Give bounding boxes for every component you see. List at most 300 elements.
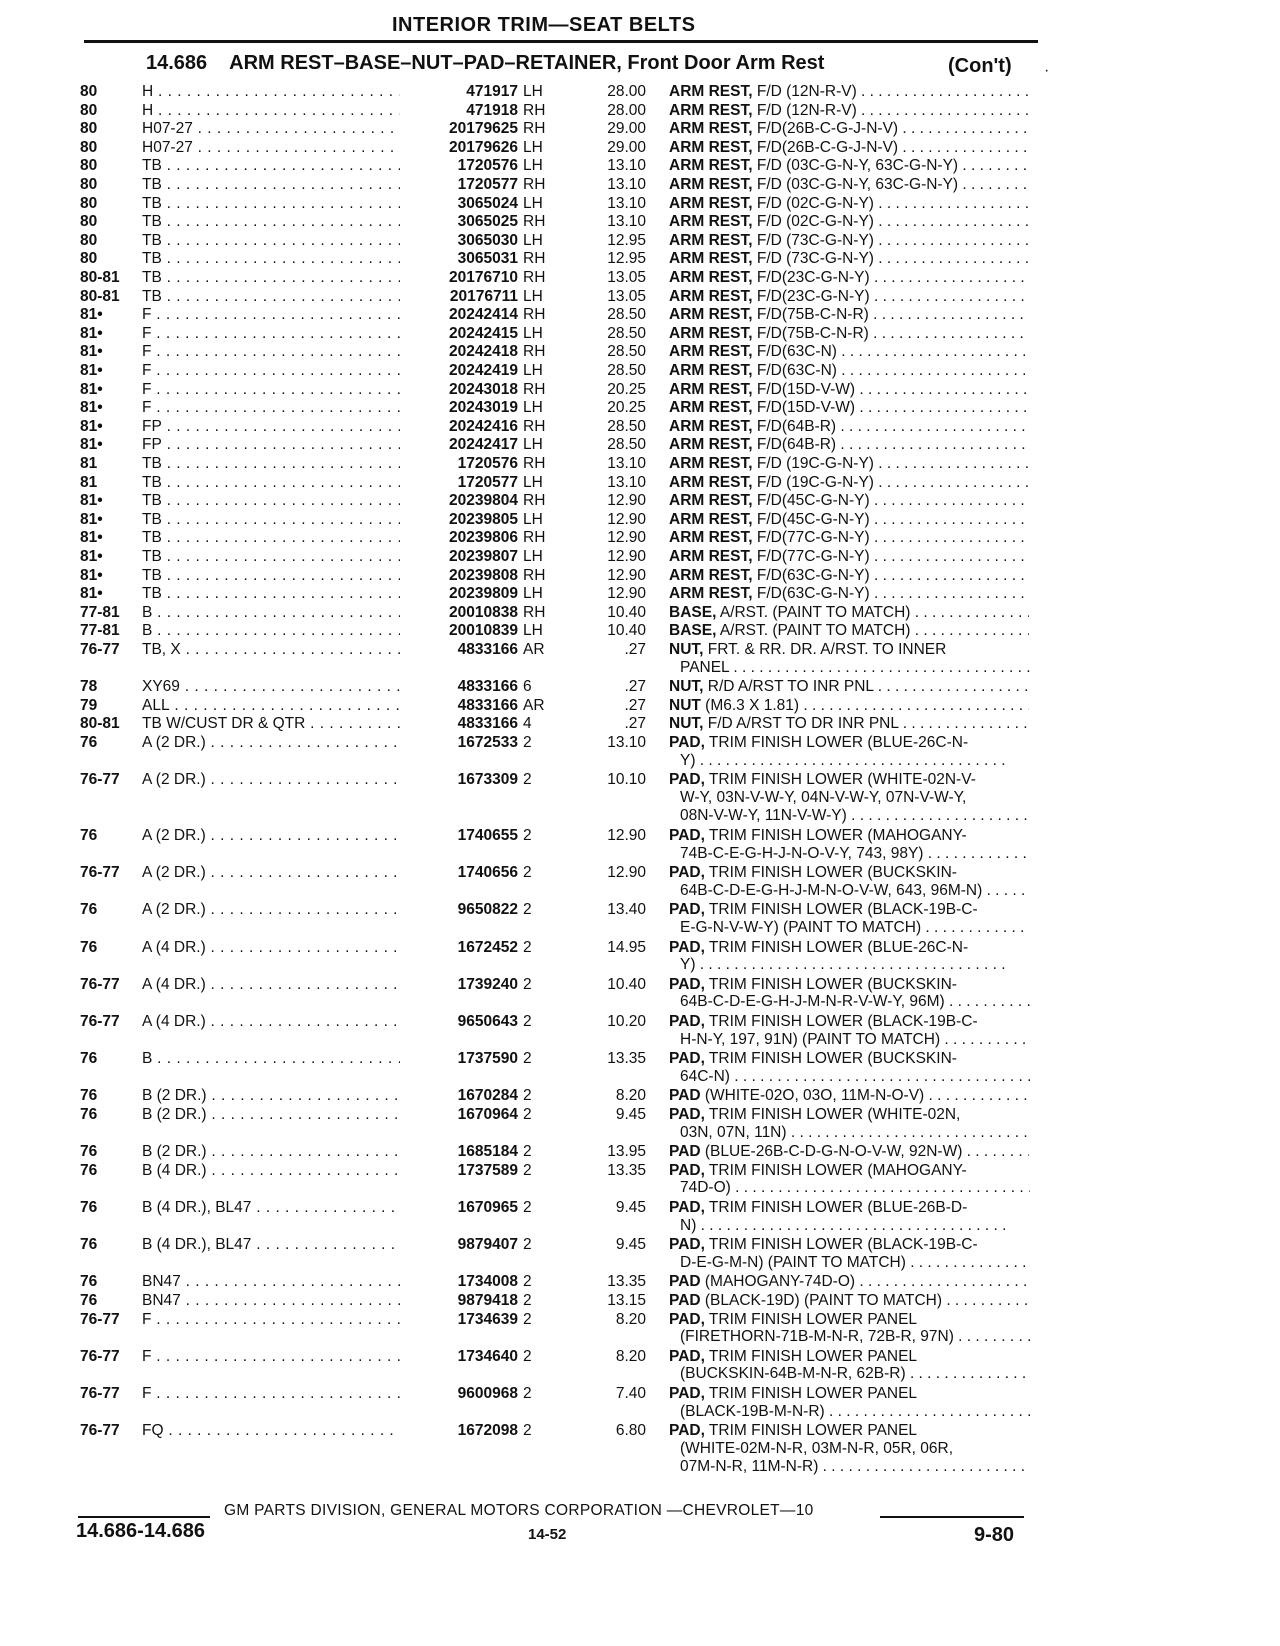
price: 13.35 (607, 1050, 646, 1068)
model-year: 77-81 (80, 603, 120, 621)
model-year: 81• (80, 306, 103, 324)
part-number: 20239809 (400, 584, 518, 603)
leader-dots (731, 1179, 1030, 1196)
description (669, 435, 1029, 454)
part-number: 20239807 (400, 547, 518, 566)
model-year: 81• (80, 529, 103, 547)
part-name: PAD, (669, 864, 705, 882)
model-code: TB, X . . . (142, 640, 412, 659)
description-continuation (680, 788, 1030, 807)
part-number: 1740656 (400, 863, 518, 882)
part-number: 20179626 (400, 138, 518, 157)
description-detail: TRIM FINISH LOWER (WHITE-02N, (708, 1106, 961, 1123)
part-name: ARM REST, (669, 399, 753, 417)
part-name: ARM REST, (669, 566, 753, 584)
model-code: B (4 DR.), BL47 . . . (142, 1198, 412, 1217)
quantity: AR (523, 696, 545, 714)
part-name: PAD (669, 1143, 701, 1161)
price: 28.50 (607, 436, 646, 454)
part-number: 3065024 (400, 194, 518, 213)
description-detail: F/D(63C-N) (756, 343, 837, 361)
model-code: F . . . (142, 380, 412, 399)
price: 7.40 (615, 1385, 646, 1402)
description-continuation (680, 992, 1030, 1011)
leader-dots (787, 1124, 1030, 1141)
model-code: B (2 DR.) . . . (142, 1086, 412, 1105)
quantity: 2 (523, 1347, 532, 1365)
quantity: 2 (523, 1013, 532, 1030)
model-code: B (2 DR.) . . . (142, 1105, 412, 1124)
part-number: 20243019 (400, 398, 518, 417)
description (669, 82, 1029, 101)
quantity: LH (523, 287, 543, 305)
model-code: TB . . . (142, 510, 412, 529)
part-number: 471918 (400, 101, 518, 120)
description (669, 863, 1029, 882)
list-item (0, 1142, 1280, 1162)
price: .27 (624, 678, 646, 696)
model-year: 80-81 (80, 715, 120, 733)
part-number: 1672452 (400, 938, 518, 957)
quantity: LH (523, 83, 543, 100)
part-name: ARM REST, (669, 194, 753, 212)
part-number: 1737590 (400, 1049, 518, 1068)
price: 10.40 (607, 603, 646, 621)
model-code: TB W/CUST DR & QTR . . . (142, 714, 412, 733)
part-number: 1720576 (400, 156, 518, 175)
price: 8.20 (615, 1347, 646, 1365)
part-name: ARM REST, (669, 362, 753, 379)
leader-dots (954, 1328, 1030, 1345)
description-detail: FRT. & RR. DR. A/RST. TO INNER (707, 641, 947, 658)
model-year: 80 (80, 101, 98, 119)
model-code: TB . . . (142, 473, 412, 492)
price: 29.00 (607, 138, 646, 156)
continuation-text: 74D-O) (680, 1179, 731, 1197)
part-name: PAD, (669, 901, 705, 919)
list-item (0, 380, 1280, 400)
part-number: 9879418 (400, 1291, 518, 1310)
continuation-text: Y) (680, 956, 696, 974)
model-year: 76 (80, 938, 98, 956)
part-number: 3065031 (400, 249, 518, 268)
price: 28.00 (607, 83, 646, 100)
model-year: 80 (80, 157, 98, 175)
description (669, 194, 1029, 213)
model-code: TB . . . (142, 287, 412, 306)
description-detail: TRIM FINISH LOWER PANEL (708, 1347, 918, 1365)
model-code: H . . . (142, 101, 412, 120)
list-item (0, 454, 1280, 474)
part-number: 1720577 (400, 473, 518, 492)
list-item (0, 1310, 1280, 1330)
model-year: 76 (80, 1087, 98, 1105)
part-name: ARM REST, (669, 343, 753, 361)
list-item (0, 826, 1280, 846)
continuation-text: N) (680, 1216, 697, 1234)
model-year: 80 (80, 194, 98, 212)
price: 13.05 (607, 287, 646, 305)
leader-dots (910, 622, 1029, 639)
list-item (0, 361, 1280, 381)
quantity: 2 (523, 1050, 532, 1068)
description-detail: TRIM FINISH LOWER (BLACK-19B-C- (708, 1236, 978, 1254)
part-name: PAD, (669, 1106, 705, 1123)
price: 10.40 (607, 975, 646, 993)
description-continuation (680, 1439, 1030, 1458)
description (669, 1384, 1029, 1403)
continuation-text: H-N-Y, 197, 91N) (PAINT TO MATCH) (680, 1030, 941, 1048)
leader-dots (873, 678, 1029, 695)
part-number: 9650822 (400, 900, 518, 919)
list-item (0, 733, 1280, 753)
part-number: 4833166 (400, 640, 518, 659)
description-detail: F/D (19C-G-N-Y) (756, 455, 874, 472)
part-number: 20242414 (400, 305, 518, 324)
list-item (0, 473, 1280, 493)
part-name: ARM REST, (669, 213, 753, 231)
leader-dots (874, 213, 1029, 230)
description (669, 584, 1029, 603)
part-name: PAD, (669, 1310, 705, 1328)
leader-dots (910, 604, 1029, 621)
price: 9.45 (615, 1199, 646, 1216)
description-continuation (680, 1123, 1030, 1142)
model-year: 81• (80, 324, 103, 342)
quantity: LH (523, 436, 543, 454)
model-year: 76 (80, 901, 98, 919)
continuation-text: D-E-G-M-N) (PAINT TO MATCH) (680, 1253, 906, 1271)
list-item (0, 547, 1280, 567)
continuation-text: 74B-C-E-G-H-J-N-O-V-Y, 743, 98Y) (680, 844, 924, 862)
list-item (0, 510, 1280, 530)
description-detail: TRIM FINISH LOWER PANEL (708, 1385, 918, 1402)
description (669, 770, 1029, 789)
part-number: 20239806 (400, 528, 518, 547)
description-detail: F/D (03C-G-N-Y, 63C-G-N-Y) (756, 176, 959, 193)
leader-dots (729, 659, 1030, 676)
footer-rule (880, 1516, 1024, 1518)
price: 13.10 (607, 176, 646, 193)
part-name: PAD, (669, 1013, 705, 1030)
leader-dots (874, 232, 1029, 249)
quantity: 2 (523, 771, 532, 789)
list-item (0, 1272, 1280, 1292)
part-number: 20239808 (400, 566, 518, 585)
description (669, 1347, 1029, 1366)
leader-dots (825, 1403, 1030, 1420)
leader-dots (921, 919, 1030, 936)
model-year: 76 (80, 734, 98, 751)
model-year: 81• (80, 399, 103, 417)
list-item (0, 621, 1280, 641)
model-code: TB . . . (142, 454, 412, 473)
description (669, 938, 1029, 957)
part-name: PAD, (669, 771, 705, 789)
stray-mark: · (1044, 62, 1050, 79)
description-detail: (BLACK-19D) (PAINT TO MATCH) (704, 1292, 943, 1309)
quantity: 2 (523, 1199, 532, 1216)
part-name: PAD, (669, 938, 705, 956)
description (669, 268, 1029, 287)
description (669, 249, 1029, 268)
leader-dots (940, 1031, 1030, 1048)
description (669, 621, 1029, 640)
quantity: 2 (523, 901, 532, 919)
footer-date: 9-80 (974, 1524, 1015, 1546)
description (669, 1421, 1029, 1440)
continuation-text: 64B-C-D-E-G-H-J-M-N-O-V-W, 643, 96M-N) (680, 881, 983, 899)
leader-dots (857, 102, 1029, 119)
part-name: PAD, (669, 827, 705, 844)
leader-dots (857, 83, 1029, 100)
description-detail: F/D(63C-N) (756, 362, 837, 379)
part-number: 20010838 (400, 603, 518, 622)
leader-dots (870, 269, 1029, 286)
part-name: PAD, (669, 1050, 705, 1068)
price: 8.20 (615, 1310, 646, 1328)
continuation-text: W-Y, 03N-V-W-Y, 04N-V-W-Y, 07N-V-W-Y, (680, 788, 967, 806)
model-code: F . . . (142, 1384, 412, 1403)
model-code: A (2 DR.) . . . (142, 770, 412, 789)
quantity: LH (523, 548, 543, 565)
description (669, 156, 1029, 175)
section-title: ARM REST–BASE–NUT–PAD–RETAINER, Front Door Arm Rest (229, 52, 825, 74)
leader-dots (874, 250, 1029, 267)
part-name: ARM REST, (669, 101, 753, 119)
description-detail: F/D (73C-G-N-Y) (756, 231, 874, 249)
leader-dots (836, 436, 1029, 453)
quantity: RH (523, 380, 546, 398)
continuation-text: 07M-N-R, 11M-N-R) (680, 1458, 819, 1476)
quantity: LH (523, 138, 543, 156)
model-code: FQ . . . (142, 1421, 412, 1440)
model-year: 81• (80, 380, 103, 398)
continuation-text: 08N-V-W-Y, 11N-V-W-Y) (680, 807, 847, 825)
description (669, 528, 1029, 547)
part-number: 1673309 (400, 770, 518, 789)
model-year: 76-77 (80, 1310, 120, 1328)
leader-dots (906, 1365, 1030, 1382)
description-continuation (680, 1402, 1030, 1421)
leader-dots (906, 1254, 1030, 1271)
model-code: F . . . (142, 398, 412, 417)
list-item (0, 1049, 1280, 1069)
quantity: LH (523, 194, 543, 212)
list-item (0, 1421, 1280, 1441)
model-year: 80 (80, 250, 98, 268)
price: 12.90 (607, 864, 646, 882)
quantity: 2 (523, 827, 532, 844)
model-year: 76 (80, 827, 98, 844)
model-code: TB . . . (142, 268, 412, 287)
description (669, 473, 1029, 492)
description-detail: R/D A/RST TO INR PNL (707, 678, 874, 696)
part-name: NUT (669, 696, 701, 714)
model-code: TB . . . (142, 194, 412, 213)
model-code: B (2 DR.) . . . (142, 1142, 412, 1161)
description (669, 231, 1029, 250)
footer-range: 14.686-14.686 (76, 1520, 206, 1542)
quantity: LH (523, 362, 543, 379)
quantity: 2 (523, 1143, 532, 1161)
quantity: 2 (523, 1236, 532, 1254)
list-item (0, 1291, 1280, 1311)
leader-dots (837, 343, 1029, 360)
quantity: LH (523, 510, 543, 528)
part-number: 20239805 (400, 510, 518, 529)
description-continuation (680, 1364, 1030, 1383)
description (669, 1310, 1029, 1329)
quantity: 2 (523, 1292, 532, 1309)
leader-dots (874, 195, 1029, 212)
description-detail: F/D(64B-R) (756, 417, 837, 435)
leader-dots (869, 306, 1029, 323)
description (669, 1272, 1029, 1291)
description (669, 566, 1029, 585)
list-item (0, 1012, 1280, 1032)
description-detail: TRIM FINISH LOWER (BLACK-19B-C- (708, 1013, 978, 1030)
quantity: 2 (523, 864, 532, 882)
part-number: 20179625 (400, 119, 518, 138)
part-name: PAD (669, 1087, 701, 1105)
model-code: H07-27 . . . (142, 138, 412, 157)
price: .27 (624, 696, 646, 714)
part-name: PAD, (669, 1199, 705, 1216)
part-name: ARM REST, (669, 548, 753, 565)
quantity: RH (523, 120, 546, 138)
leader-dots (855, 399, 1029, 416)
leader-dots (870, 548, 1029, 565)
quantity: 4 (523, 715, 532, 733)
price: 8.20 (615, 1087, 646, 1105)
quantity: LH (523, 157, 543, 175)
description-detail: F/D(75B-C-N-R) (756, 324, 869, 342)
description-detail: F/D(26B-C-G-J-N-V) (756, 120, 899, 138)
part-number: 4833166 (400, 677, 518, 696)
leader-dots (945, 993, 1030, 1010)
quantity: RH (523, 492, 546, 510)
continuation-text: (FIRETHORN-71B-M-N-R, 72B-R, 97N) (680, 1328, 954, 1346)
description-detail: F/D (12N-R-V) (756, 101, 857, 119)
price: 9.45 (615, 1106, 646, 1123)
model-code: A (2 DR.) . . . (142, 863, 412, 882)
leader-dots (855, 1273, 1029, 1290)
description (669, 1049, 1029, 1068)
part-number: 20243018 (400, 380, 518, 399)
model-code: H07-27 . . . (142, 119, 412, 138)
part-number: 1685184 (400, 1142, 518, 1161)
description-detail: F/D (12N-R-V) (756, 83, 857, 100)
model-code: FP . . . (142, 435, 412, 454)
price: 10.20 (607, 1013, 646, 1030)
model-code: TB . . . (142, 584, 412, 603)
model-year: 80-81 (80, 269, 120, 286)
list-item (0, 435, 1280, 455)
model-year: 80 (80, 120, 98, 138)
list-item (0, 677, 1280, 697)
quantity: 2 (523, 1106, 532, 1123)
model-year: 81 (80, 455, 98, 472)
model-year: 76 (80, 1292, 98, 1309)
description (669, 975, 1029, 994)
model-year: 76 (80, 1161, 98, 1179)
description-continuation (680, 1253, 1030, 1272)
model-code: ALL . . . (142, 696, 412, 715)
leader-dots (847, 807, 1030, 824)
part-name: NUT, (669, 715, 704, 733)
model-year: 76-77 (80, 1347, 120, 1365)
part-name: PAD, (669, 1347, 705, 1365)
price: 20.25 (607, 399, 646, 417)
leader-dots (923, 845, 1030, 862)
description (669, 640, 1029, 659)
leader-dots (924, 1087, 1029, 1104)
price: 28.50 (607, 324, 646, 342)
model-code: TB . . . (142, 249, 412, 268)
part-number: 20176711 (400, 287, 518, 306)
model-code: TB . . . (142, 547, 412, 566)
model-code: B . . . (142, 603, 412, 622)
description-continuation (680, 918, 1030, 937)
part-number: 471917 (400, 82, 518, 101)
description-continuation (680, 1457, 1030, 1476)
description-detail: F/D A/RST TO DR INR PNL (707, 715, 899, 733)
list-item (0, 324, 1280, 344)
part-name: ARM REST, (669, 231, 753, 249)
description (669, 677, 1029, 696)
part-number: 20239804 (400, 491, 518, 510)
description-detail: (M6.3 X 1.81) (705, 696, 800, 714)
price: 12.95 (607, 250, 646, 268)
description-detail: F/D(23C-G-N-Y) (756, 269, 870, 286)
description-detail: TRIM FINISH LOWER (MAHOGANY- (708, 1161, 967, 1179)
description (669, 119, 1029, 138)
part-name: ARM REST, (669, 324, 753, 342)
model-code: TB . . . (142, 156, 412, 175)
model-code: A (2 DR.) . . . (142, 733, 412, 752)
list-item (0, 900, 1280, 920)
section-heading (146, 52, 1012, 77)
part-number: 9600968 (400, 1384, 518, 1403)
quantity: 2 (523, 1161, 532, 1179)
model-year: 81• (80, 566, 103, 584)
part-name: ARM REST, (669, 417, 753, 435)
model-year: 76-77 (80, 1013, 120, 1030)
list-item (0, 268, 1280, 288)
description (669, 1198, 1029, 1217)
price: 13.10 (607, 734, 646, 751)
part-name: ARM REST, (669, 250, 753, 268)
model-code: A (2 DR.) . . . (142, 826, 412, 845)
model-code: TB . . . (142, 231, 412, 250)
quantity: 2 (523, 975, 532, 993)
header-rule (84, 40, 1038, 43)
part-number: 1720577 (400, 175, 518, 194)
description-continuation (680, 1067, 1030, 1086)
model-year: 81• (80, 343, 103, 361)
model-code: F . . . (142, 305, 412, 324)
part-number: 20242418 (400, 342, 518, 361)
quantity: RH (523, 213, 546, 231)
list-item (0, 1347, 1280, 1367)
leader-dots (870, 492, 1029, 509)
quantity: RH (523, 101, 546, 119)
part-name: ARM REST, (669, 120, 753, 138)
part-name: NUT, (669, 678, 704, 696)
part-number: 1672533 (400, 733, 518, 752)
quantity: LH (523, 585, 543, 603)
